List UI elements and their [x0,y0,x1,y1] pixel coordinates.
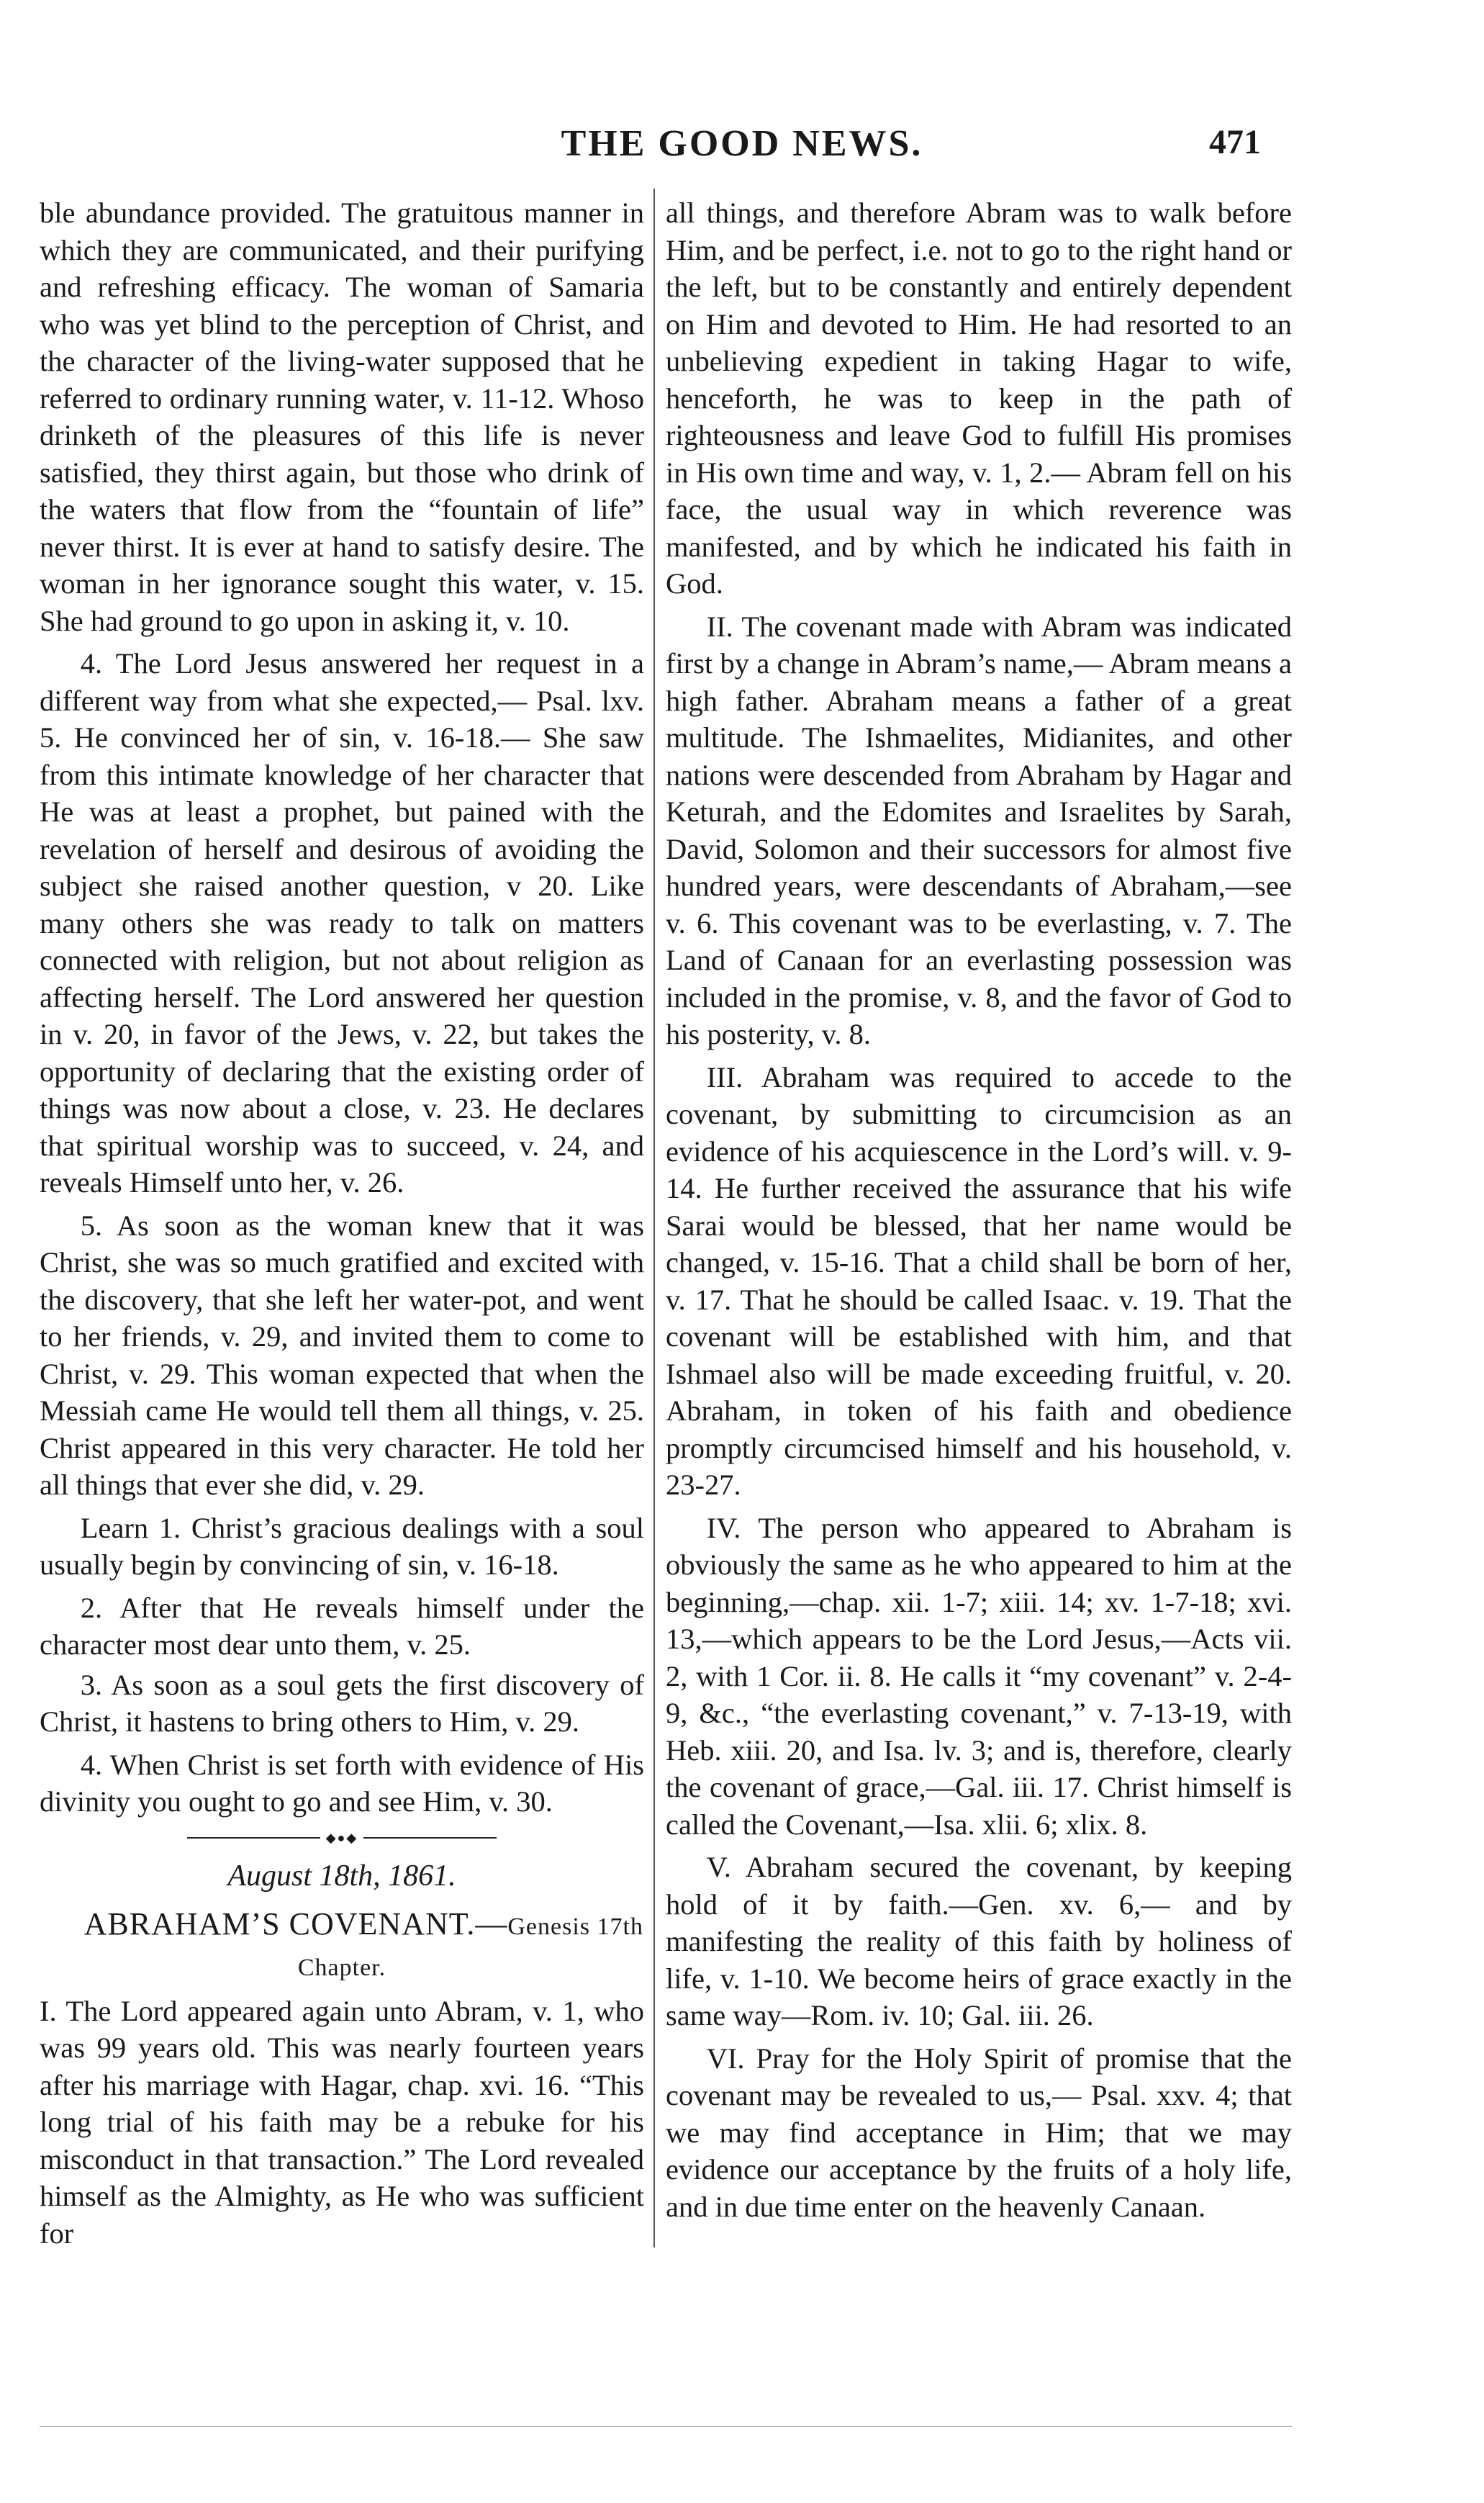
section-divider [187,1831,497,1845]
paragraph: IV. The person who appeared to Abraham is obviously the same as he who appeared to him at the beginning,—chap. xii. 1-7; xiii. 14; xv. 1-7-18; xvi. 13,—which appears to be the Lord Jesus,—Acts vii. 2, with 1 Cor. ii. 8. He calls it “my covenant” v. 2-4-9, &c., “the everlasting covenant,” v. 7-13-19, with Heb. xiii. 20, and Isa. lv. 3; and is, therefore, clearly the covenant of grace,—Gal. iii. 17. Christ himself is called the Covenant,—Isa. xlii. 6; xlix. 8. [666,1511,1292,1841]
running-title: THE GOOD NEWS. [561,123,923,164]
paragraph: VI. Pray for the Holy Spirit of promise that the covenant may be revealed to us,— Psal. xxv. 4; that we may find acceptance in Him; that we may evidence our acceptance by the fruits of a holy life, and in due time enter on the heavenly Canaan. [666,2042,1292,2223]
paragraph: 4. When Christ is set forth with evidence of His divinity you ought to go and see Him, v. 30. [40,1748,644,1818]
paragraph: V. Abraham secured the covenant, by keeping hold of it by faith.—Gen. xv. 6,— and by manifesting the reality of this faith by holiness of life, v. 1-10. We become heirs of grace exactly in the same way—Rom. iv. 10; Gal. iii. 26. [666,1851,1292,2031]
paragraph: 5. As soon as the woman knew that it was Christ, she was so much gratified and excited with the discovery, that she left her water-pot, and went to her friends, v. 29, and invited them to come to Christ, v. 29. This woman expected that when the Messiah came He would tell them all things, v. 25. Christ appeared in this very character. He told her all things that ever she did, v. 29. [40,1209,644,1501]
paragraph: III. Abraham was required to accede to the covenant, by submitting to circumcision as an evidence of his acquiescence in the Lord’s will. v. 9-14. He further received the assurance that his wife Sarai would be blessed, that her name would be changed, v. 15-16. That a child shall be born of her, v. 17. That he should be called Isaac. v. 19. That the covenant will be established with him, and that Ishmael also will be made exceeding fruitful, v. 20. Abraham, in token of his faith and obedience promptly circumcised himself and his household, v. 23-27. [666,1060,1292,1501]
bottom-rule [40,2426,1292,2427]
left-column [40,194,644,2255]
paragraph: 2. After that He reveals himself under the character most dear unto them, v. 25. [40,1591,644,1661]
section-title-text: ABRAHAM’S COVENANT.— [83,1906,508,1941]
paragraph: ble abundance provided. The gratuitous manner in which they are communicated, and their purifying and refreshing efficacy. The woman of Samaria who was yet blind to the perception of Christ, and the character of the living-water supposed that he referred to ordinary running water, v. 11-12. Whoso drinketh of the pleasures of this life is never satisfied, they thirst again, but those who drink of the waters that flow from the “fountain of life” never thirst. It is ever at hand to satisfy desire. The woman in her ignorance sought this water, v. 15. She had ground to go upon in asking it, v. 10. [40,197,644,637]
section-reference: Genesis 17th [507,1913,643,1940]
section-title [40,1905,644,1947]
paragraph: 3. As soon as a soul gets the first discovery of Christ, it hastens to bring others to Him, v. 29. [40,1668,644,1738]
right-column [666,194,1292,2228]
paragraph: II. The covenant made with Abram was indicated first by a change in Abram’s name,— Abram means a high father. Abraham means a father of a great multitude. The Ishmaelites, Midianites, and other nations were descended from Abraham by Hagar and Keturah, and the Edomites and Israelites by Sarah, David, Solomon and their successors for almost five hundred years, were descendants of Abraham,—see v. 6. This covenant was to be everlasting, v. 7. The Land of Canaan for an everlasting possession was included in the promise, v. 8, and the favor of God to his posterity, v. 8. [666,610,1292,1050]
paragraph: all things, and therefore Abram was to walk before Him, and be perfect, i.e. not to go to the right hand or the left, but to be constantly and entirely dependent on Him and devoted to Him. He had resorted to an unbelieving expedient in taking Hagar to wife, henceforth, he was to keep in the path of righteousness and leave God to fulfill His promises in His own time and way, v. 1, 2.— Abram fell on his face, the usual way in which reverence was manifested, and by which he indicated his faith in God. [666,197,1292,600]
paragraph: Learn 1. Christ’s gracious dealings with a soul usually begin by convincing of sin, v. 16-18. [40,1511,644,1581]
divider-ornament: ◆●◆ [320,1831,363,1845]
section-chapter: Chapter. [297,1954,386,1981]
page-header [0,108,1484,166]
page-number: 471 [1209,123,1261,161]
paragraph: 4. The Lord Jesus answered her request in a different way from what she expected,— Psal. lxv. 5. He convinced her of sin, v. 16-18.— She saw from this intimate knowledge of her character that He was at least a prophet, but pained with the revelation of herself and desirous of avoiding the subject she raised another question, v 20. Like many others she was ready to talk on matters connected with religion, but not about religion as affecting herself. The Lord answered her question in v. 20, in favor of the Jews, v. 22, but takes the opportunity of declaring that the existing order of things was now about a close, v. 23. He declares that spiritual worship was to succeed, v. 24, and reveals Himself unto her, v. 26. [40,647,644,1199]
column-divider [653,189,655,2247]
paragraph: I. The Lord appeared again unto Abram, v. 1, who was 99 years old. This was nearly fourteen years after his marriage with Hagar, chap. xvi. 16. “This long trial of his faith may be a rebuke for his misconduct in that transaction.” The Lord revealed himself as the Almighty, as He who was sufficient for [40,1994,644,2250]
lesson-date: August 18th, 1861. [227,1859,456,1893]
